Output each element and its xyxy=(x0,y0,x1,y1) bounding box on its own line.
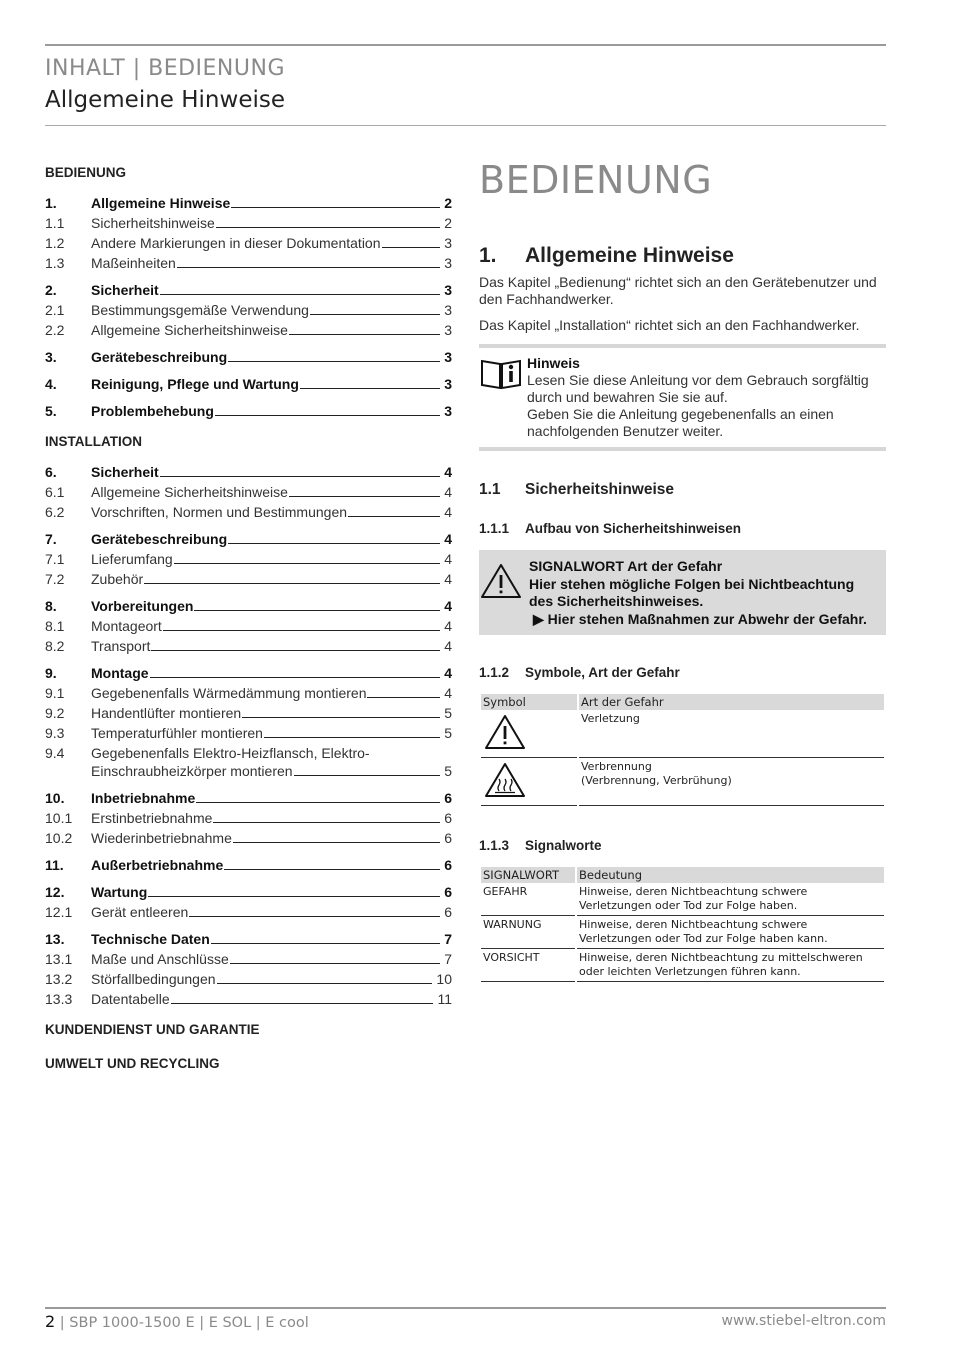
toc-leader-line xyxy=(382,247,441,248)
toc-entry-title: Sicherheit xyxy=(91,464,159,480)
toc-entry-number: 9.3 xyxy=(45,725,65,741)
warning-triangle-icon xyxy=(479,558,529,628)
toc-entry[interactable] xyxy=(45,570,452,588)
toc-leader-line xyxy=(233,842,440,843)
toc-entry-page: 3 xyxy=(444,403,452,419)
toc-entry-page: 3 xyxy=(444,322,452,338)
signal-meaning-cell: Hinweise, deren Nichtbeachtung schwere Verletzungen oder Tod zur Folge haben kann. xyxy=(577,916,884,949)
header-top-rule xyxy=(45,44,886,46)
toc-leader-line xyxy=(348,516,440,517)
toc-entry-number: 6. xyxy=(45,464,57,480)
toc-leader-line xyxy=(211,943,440,944)
toc-entry[interactable] xyxy=(45,617,452,635)
toc-entry[interactable] xyxy=(45,724,452,742)
toc-leader-line xyxy=(151,650,440,651)
toc-leader-line xyxy=(148,896,440,897)
toc-entry-number: 13.3 xyxy=(45,991,73,1007)
toc-entry-title: Bestimmungsgemäße Verwendung xyxy=(91,302,309,318)
toc-entry-title: Montageort xyxy=(91,618,162,634)
toc-entry-number: 12.1 xyxy=(45,904,73,920)
toc-entry[interactable] xyxy=(45,789,452,807)
section-number: 1. xyxy=(479,244,497,267)
toc-leader-line xyxy=(230,963,440,964)
toc-gap xyxy=(45,368,452,375)
toc-gap xyxy=(45,274,452,281)
toc-entry-title: Gerätebeschreibung xyxy=(91,349,228,365)
table-row xyxy=(481,710,884,758)
toc-entry-page: 3 xyxy=(444,255,452,271)
toc-entry-title: Vorbereitungen xyxy=(91,598,194,614)
toc-entry[interactable] xyxy=(45,903,452,921)
toc-entry-page: 3 xyxy=(444,376,452,392)
chapter-title: BEDIENUNG xyxy=(479,158,713,202)
toc-gap xyxy=(45,590,452,597)
toc-leader-line xyxy=(289,496,440,497)
subsubsection-heading-1-1-1 xyxy=(479,521,886,536)
toc-entry-number: 2. xyxy=(45,282,57,298)
toc-leader-line xyxy=(289,334,440,335)
page-number: 2 xyxy=(45,1312,56,1331)
toc-entry[interactable] xyxy=(45,970,452,988)
toc-entry-title: Außerbetriebnahme xyxy=(91,857,224,873)
arrow-right-icon: ▶ xyxy=(533,610,544,627)
toc-leader-line xyxy=(217,983,433,984)
toc-entry-number: 13. xyxy=(45,931,65,947)
toc-entry[interactable] xyxy=(45,503,452,521)
toc-entry[interactable] xyxy=(45,597,452,615)
toc-leader-line xyxy=(264,737,440,738)
toc-section-heading: UMWELT UND RECYCLING xyxy=(45,1056,220,1071)
toc-entry-title: Gerätebeschreibung xyxy=(91,531,228,547)
symbol-cell xyxy=(481,758,577,806)
subsubsection-title: Signalworte xyxy=(525,838,602,853)
signal-word-cell: VORSICHT xyxy=(481,949,575,982)
note-line-1: Lesen Sie diese Anleitung vor dem Gebrauch sorgfältig durch und bewahren Sie sie auf. xyxy=(527,372,869,405)
toc-leader-line xyxy=(174,563,440,564)
toc-section-heading: INSTALLATION xyxy=(45,434,142,449)
toc-leader-line xyxy=(163,630,440,631)
toc-entry-title: Wartung xyxy=(91,884,148,900)
toc-leader-line xyxy=(215,415,440,416)
toc-entry-page: 3 xyxy=(444,282,452,298)
toc-entry[interactable] xyxy=(45,375,452,393)
toc-entry-number: 9. xyxy=(45,665,57,681)
toc-entry-title: Allgemeine Sicherheitshinweise xyxy=(91,322,288,338)
signal-table-header-word: SIGNALWORT xyxy=(481,867,575,883)
symbol-table-header-danger: Art der Gefahr xyxy=(579,694,884,710)
toc-entry-page: 5 xyxy=(444,725,452,741)
toc-entry-title: Zubehör xyxy=(91,571,144,587)
toc-entry-page: 11 xyxy=(437,991,452,1007)
signal-word-cell: GEFAHR xyxy=(481,883,575,916)
toc-gap xyxy=(45,1010,452,1020)
symbol-table xyxy=(479,694,886,806)
toc-entry[interactable] xyxy=(45,829,452,847)
toc-entry[interactable] xyxy=(45,883,452,901)
subsubsection-heading-1-1-3 xyxy=(479,838,886,853)
toc-entry-number: 1.1 xyxy=(45,215,65,231)
toc-entry[interactable] xyxy=(45,348,452,366)
toc-entry-title: Inbetriebnahme xyxy=(91,790,196,806)
toc-entry-number: 8.2 xyxy=(45,638,65,654)
hot-surface-icon xyxy=(483,761,527,799)
toc-entry-number: 2.2 xyxy=(45,322,65,338)
toc-entry[interactable] xyxy=(45,234,452,252)
toc-gap xyxy=(45,657,452,664)
toc-leader-line xyxy=(310,314,440,315)
product-line: | SBP 1000-1500 E | E SOL | E cool xyxy=(55,1315,309,1331)
section-heading xyxy=(479,244,886,268)
subsection-number: 1.1 xyxy=(479,481,501,498)
toc-entry-number: 8. xyxy=(45,598,57,614)
signal-word-table xyxy=(479,867,886,982)
toc-entry-number: 4. xyxy=(45,376,57,392)
toc-entry[interactable] xyxy=(45,744,452,762)
toc-leader-line xyxy=(194,610,440,611)
toc-entry-title: Technische Daten xyxy=(91,931,210,947)
toc-entry-page: 2 xyxy=(444,195,452,211)
warning-triangle-icon xyxy=(483,713,527,751)
toc-entry[interactable] xyxy=(45,809,452,827)
toc-gap xyxy=(45,849,452,856)
header-subtitle: Allgemeine Hinweise xyxy=(45,87,285,113)
toc-entry-title: Störfallbedingungen xyxy=(91,971,216,987)
toc-entry-title: Vorschriften, Normen und Bestimmungen xyxy=(91,504,348,520)
toc-leader-line xyxy=(196,802,440,803)
toc-entry-number: 10. xyxy=(45,790,65,806)
table-of-contents xyxy=(45,163,452,1078)
toc-entry-title: Transport xyxy=(91,638,151,654)
toc-entry-number: 10.1 xyxy=(45,810,73,826)
toc-entry-page: 6 xyxy=(444,857,452,873)
toc-entry[interactable] xyxy=(45,950,452,968)
toc-entry[interactable] xyxy=(45,254,452,272)
warning-signal-line: SIGNALWORT Art der Gefahr xyxy=(529,558,723,574)
footer-url: www.stiebel-eltron.com xyxy=(721,1313,886,1329)
toc-entry-number: 12. xyxy=(45,884,65,900)
toc-entry-title: Datentabelle xyxy=(91,991,170,1007)
toc-entry-number: 9.4 xyxy=(45,745,65,761)
toc-entry-number: 7.2 xyxy=(45,571,65,587)
toc-entry-page: 4 xyxy=(444,531,452,547)
toc-leader-line xyxy=(228,361,440,362)
toc-entry-title: Problembehebung xyxy=(91,403,214,419)
toc-entry-title: Allgemeine Sicherheitshinweise xyxy=(91,484,288,500)
toc-entry-number: 1.2 xyxy=(45,235,65,251)
toc-entry-title: Erstinbetriebnahme xyxy=(91,810,213,826)
header-bottom-rule xyxy=(45,125,886,126)
toc-entry-number: 13.2 xyxy=(45,971,73,987)
toc-entry-number: 9.2 xyxy=(45,705,65,721)
toc-entry-number: 11. xyxy=(45,857,64,873)
toc-entry-title: Wiederinbetriebnahme xyxy=(91,830,232,846)
toc-entry[interactable] xyxy=(45,321,452,339)
toc-entry[interactable] xyxy=(45,463,452,481)
toc-entry-title: Sicherheit xyxy=(91,282,159,298)
warning-consequence-line: Hier stehen mögliche Folgen bei Nichtbeachtung des Sicherheitshinweises. xyxy=(529,575,855,609)
symbol-cell xyxy=(481,710,577,758)
toc-entry-page: 3 xyxy=(444,302,452,318)
toc-entry-page: 6 xyxy=(444,904,452,920)
warning-measure-text: Hier stehen Maßnahmen zur Abwehr der Gefahr. xyxy=(547,610,867,627)
toc-entry-page: 4 xyxy=(444,504,452,520)
toc-entry-page: 4 xyxy=(444,618,452,634)
note-line-2: Geben Sie die Anleitung gegebenenfalls an einen nachfolgenden Benutzer weiter. xyxy=(527,406,834,439)
subsubsection-heading-1-1-2 xyxy=(479,665,886,680)
toc-entry-number: 8.1 xyxy=(45,618,65,634)
symbol-table-header-symbol: Symbol xyxy=(481,694,577,710)
subsection-title: Sicherheitshinweise xyxy=(525,481,675,498)
toc-entry-title: Maße und Anschlüsse xyxy=(91,951,229,967)
toc-entry-page: 5 xyxy=(444,763,452,779)
toc-leader-line xyxy=(228,543,440,544)
footer-left xyxy=(45,1312,309,1331)
toc-entry[interactable] xyxy=(45,664,452,682)
toc-leader-line xyxy=(150,677,441,678)
toc-entry-page: 4 xyxy=(444,598,452,614)
toc-entry-number: 9.1 xyxy=(45,685,65,701)
note-box xyxy=(479,344,886,451)
toc-entry-title: Handentlüfter montieren xyxy=(91,705,242,721)
toc-entry[interactable] xyxy=(45,856,452,874)
signal-word-cell: WARNUNG xyxy=(481,916,575,949)
toc-gap xyxy=(45,782,452,789)
toc-section-heading: BEDIENUNG xyxy=(45,165,127,180)
subsubsection-title: Aufbau von Sicherheitshinweisen xyxy=(525,521,742,536)
toc-leader-line xyxy=(213,822,440,823)
signal-meaning-cell: Hinweise, deren Nichtbeachtung zu mittelschweren oder leichten Verletzungen führen kann. xyxy=(577,949,884,982)
toc-leader-line xyxy=(294,775,441,776)
toc-leader-line xyxy=(171,1003,434,1004)
note-title: Hinweis xyxy=(527,355,580,371)
section-title: Allgemeine Hinweise xyxy=(525,244,734,267)
toc-entry-number: 6.1 xyxy=(45,484,65,500)
toc-entry-page: 10 xyxy=(436,971,452,987)
toc-leader-line xyxy=(216,227,440,228)
toc-entry-number: 13.1 xyxy=(45,951,73,967)
toc-entry-page: 4 xyxy=(444,484,452,500)
toc-entry-number: 6.2 xyxy=(45,504,65,520)
toc-entry-number: 10.2 xyxy=(45,830,73,846)
table-row xyxy=(481,758,884,806)
toc-entry-page: 4 xyxy=(444,638,452,654)
toc-entry[interactable] xyxy=(45,301,452,319)
toc-entry-page: 4 xyxy=(444,685,452,701)
danger-text: Verbrennung xyxy=(581,760,652,773)
toc-gap xyxy=(45,923,452,930)
toc-gap xyxy=(45,422,452,432)
toc-entry-page: 3 xyxy=(444,349,452,365)
toc-leader-line xyxy=(367,697,440,698)
signal-table-header-meaning: Bedeutung xyxy=(577,867,884,883)
paragraph-installation: Das Kapitel „Installation“ richtet sich an den Fachhandwerker. xyxy=(479,317,860,333)
toc-entry-number: 1.3 xyxy=(45,255,65,271)
info-book-icon xyxy=(479,355,527,440)
toc-leader-line xyxy=(177,267,440,268)
toc-entry[interactable] xyxy=(45,930,452,948)
toc-entry[interactable] xyxy=(45,214,452,232)
toc-entry[interactable] xyxy=(45,637,452,655)
toc-entry-page: 6 xyxy=(444,830,452,846)
toc-entry-continuation[interactable] xyxy=(45,762,452,780)
subsubsection-number: 1.1.3 xyxy=(479,838,510,853)
signal-meaning-cell: Hinweise, deren Nichtbeachtung schwere Verletzungen oder Tod zur Folge haben. xyxy=(577,883,884,916)
toc-entry-page: 2 xyxy=(444,215,452,231)
toc-leader-line xyxy=(300,388,440,389)
toc-entry-title: Lieferumfang xyxy=(91,551,173,567)
toc-gap xyxy=(45,341,452,348)
toc-entry-title: Sicherheitshinweise xyxy=(91,215,215,231)
toc-entry-page: 7 xyxy=(444,951,452,967)
danger-detail-text: (Verbrennung, Verbrühung) xyxy=(581,774,732,787)
toc-gap xyxy=(45,523,452,530)
toc-entry-number: 5. xyxy=(45,403,57,419)
toc-entry-number: 7. xyxy=(45,531,57,547)
warning-measure-line xyxy=(529,611,882,629)
toc-leader-line xyxy=(160,476,441,477)
toc-entry[interactable] xyxy=(45,684,452,702)
main-content xyxy=(479,150,886,982)
toc-entry-title: Einschraubheizkörper montieren xyxy=(91,763,293,779)
subsubsection-number: 1.1.2 xyxy=(479,665,510,680)
toc-leader-line xyxy=(160,294,441,295)
toc-entry[interactable] xyxy=(45,194,452,212)
toc-entry-page: 6 xyxy=(444,790,452,806)
toc-gap xyxy=(45,395,452,402)
toc-entry-title: Reinigung, Pflege und Wartung xyxy=(91,376,299,392)
subsubsection-number: 1.1.1 xyxy=(479,521,510,536)
toc-entry-number: 2.1 xyxy=(45,302,65,318)
table-row xyxy=(481,916,884,949)
danger-cell xyxy=(579,710,884,758)
header-title: INHALT | BEDIENUNG xyxy=(45,56,285,81)
toc-entry-page: 4 xyxy=(444,665,452,681)
toc-entry-page: 3 xyxy=(444,235,452,251)
toc-entry[interactable] xyxy=(45,550,452,568)
toc-entry[interactable] xyxy=(45,402,452,420)
toc-leader-line xyxy=(189,916,440,917)
toc-entry-title: Allgemeine Hinweise xyxy=(91,195,231,211)
danger-text: Verletzung xyxy=(581,712,640,725)
toc-entry-page: 4 xyxy=(444,551,452,567)
toc-entry-title: Temperaturfühler montieren xyxy=(91,725,263,741)
table-row xyxy=(481,883,884,916)
toc-entry-page: 4 xyxy=(444,464,452,480)
subsection-heading-1-1 xyxy=(479,481,886,499)
table-row xyxy=(481,949,884,982)
toc-entry-page: 7 xyxy=(444,931,452,947)
toc-entry-number: 1. xyxy=(45,195,57,211)
toc-entry[interactable] xyxy=(45,990,452,1008)
toc-entry[interactable] xyxy=(45,530,452,548)
toc-section-heading: KUNDENDIENST UND GARANTIE xyxy=(45,1022,260,1037)
toc-entry-number: 3. xyxy=(45,349,57,365)
toc-entry[interactable] xyxy=(45,483,452,501)
toc-gap xyxy=(45,1044,452,1054)
toc-entry-title: Andere Markierungen in dieser Dokumentation xyxy=(91,235,381,251)
toc-entry-title: Gegebenenfalls Wärmedämmung montieren xyxy=(91,685,367,701)
paragraph-bedienung: Das Kapitel „Bedienung“ richtet sich an den Gerätebenutzer und den Fachhandwerker. xyxy=(479,274,877,307)
toc-leader-line xyxy=(224,869,440,870)
toc-entry-title: Gerät entleeren xyxy=(91,904,189,920)
toc-gap xyxy=(45,456,452,463)
toc-entry-number: 7.1 xyxy=(45,551,65,567)
toc-entry-page: 6 xyxy=(444,810,452,826)
toc-entry-page: 5 xyxy=(444,705,452,721)
toc-entry[interactable] xyxy=(45,704,452,722)
toc-leader-line xyxy=(242,717,440,718)
toc-leader-line xyxy=(231,207,440,208)
warning-box xyxy=(479,550,886,635)
toc-entry-page: 4 xyxy=(444,571,452,587)
toc-entry-title: Montage xyxy=(91,665,149,681)
toc-leader-line xyxy=(144,583,440,584)
toc-gap xyxy=(45,876,452,883)
danger-cell xyxy=(579,758,884,806)
toc-entry-title-line1: Gegebenenfalls Elektro-Heizflansch, Elektro- xyxy=(91,745,370,761)
toc-entry[interactable] xyxy=(45,281,452,299)
subsubsection-title: Symbole, Art der Gefahr xyxy=(525,665,680,680)
toc-entry-page: 6 xyxy=(444,884,452,900)
footer-rule xyxy=(45,1307,886,1309)
toc-gap xyxy=(45,187,452,194)
toc-entry-title: Maßeinheiten xyxy=(91,255,176,271)
